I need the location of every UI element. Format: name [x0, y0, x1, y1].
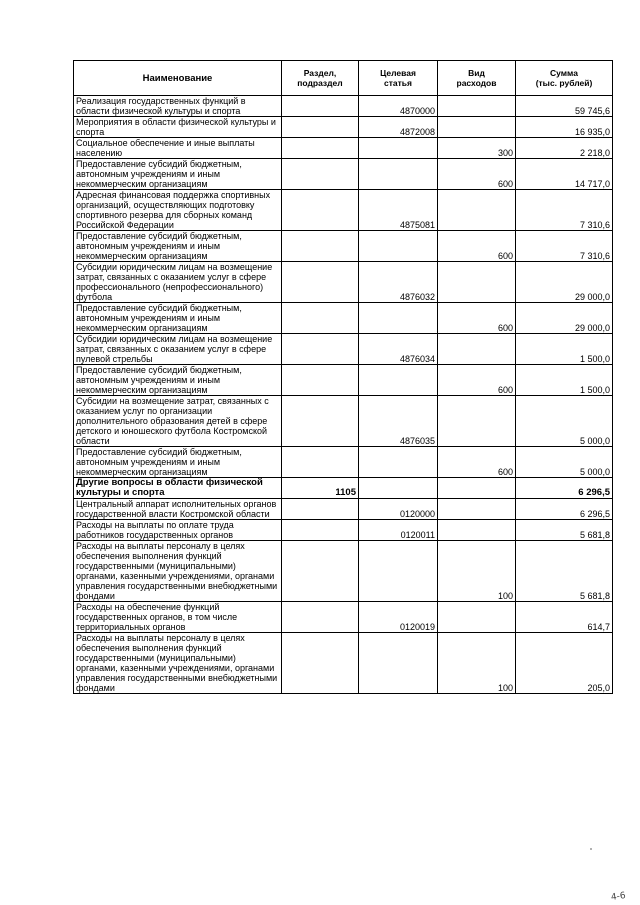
- row-name: Реализация государственных функций в области физической культуры и спорта: [74, 96, 282, 117]
- row-name: Предоставление субсидий бюджетным, автономным учреждениям и иным некоммерческим организациям: [74, 447, 282, 478]
- row-type: 100: [438, 541, 516, 602]
- row-section: [282, 633, 359, 694]
- row-type: 600: [438, 231, 516, 262]
- row-type: [438, 334, 516, 365]
- row-name: Предоставление субсидий бюджетным, автономным учреждениям и иным некоммерческим организациям: [74, 303, 282, 334]
- row-name: Мероприятия в области физической культуры и спорта: [74, 117, 282, 138]
- row-sum: 5 681,8: [516, 520, 613, 541]
- row-name: Расходы на выплаты по оплате труда работников государственных органов: [74, 520, 282, 541]
- row-section: [282, 262, 359, 303]
- table-row: [74, 334, 613, 365]
- table-row: [74, 520, 613, 541]
- row-article: [359, 231, 438, 262]
- table-row: [74, 365, 613, 396]
- row-section: [282, 541, 359, 602]
- row-sum: 7 310,6: [516, 190, 613, 231]
- row-type: [438, 117, 516, 138]
- row-article: [359, 138, 438, 159]
- header-section: Раздел, подраздел: [282, 61, 359, 96]
- row-sum: 29 000,0: [516, 262, 613, 303]
- table-row: [74, 303, 613, 334]
- row-section: [282, 334, 359, 365]
- row-article: [359, 365, 438, 396]
- row-name: Другие вопросы в области физической культуры и спорта: [74, 478, 282, 499]
- row-name: Предоставление субсидий бюджетным, автономным учреждениям и иным некоммерческим организациям: [74, 365, 282, 396]
- row-article: [359, 633, 438, 694]
- row-sum: 614,7: [516, 602, 613, 633]
- header-sum: Сумма (тыс. рублей): [516, 61, 613, 96]
- row-type: 300: [438, 138, 516, 159]
- row-sum: 1 500,0: [516, 365, 613, 396]
- row-section: [282, 520, 359, 541]
- row-section: [282, 303, 359, 334]
- row-section: [282, 499, 359, 520]
- row-type: [438, 262, 516, 303]
- row-article: [359, 159, 438, 190]
- row-name: Расходы на обеспечение функций государственных органов, в том числе территориальных органов: [74, 602, 282, 633]
- row-section: [282, 231, 359, 262]
- page-number: 4-6: [610, 891, 627, 903]
- row-type: 600: [438, 365, 516, 396]
- row-article: [359, 303, 438, 334]
- row-type: [438, 478, 516, 499]
- row-name: Предоставление субсидий бюджетным, автономным учреждениям и иным некоммерческим организациям: [74, 231, 282, 262]
- row-sum: 7 310,6: [516, 231, 613, 262]
- row-section: [282, 96, 359, 117]
- table-row: [74, 447, 613, 478]
- row-section: [282, 365, 359, 396]
- table-header-row: [74, 61, 613, 96]
- row-section: 1105: [282, 478, 359, 499]
- row-article: 0120000: [359, 499, 438, 520]
- row-sum: 29 000,0: [516, 303, 613, 334]
- row-section: [282, 602, 359, 633]
- table-row: [74, 159, 613, 190]
- table-row: [74, 396, 613, 447]
- row-sum: 6 296,5: [516, 499, 613, 520]
- row-type: [438, 396, 516, 447]
- row-sum: 205,0: [516, 633, 613, 694]
- row-name: Расходы на выплаты персоналу в целях обеспечения выполнения функций государственными (муниципальными) органами, казенными учреждениями, органами управления государственными внебюджетными фондами: [74, 541, 282, 602]
- row-name: Субсидии на возмещение затрат, связанных с оказанием услуг по организации дополнительного образования детей в сфере детского и юношеского футбола Костромской области: [74, 396, 282, 447]
- row-type: 600: [438, 303, 516, 334]
- row-article: [359, 478, 438, 499]
- row-sum: 5 000,0: [516, 396, 613, 447]
- row-article: 4876034: [359, 334, 438, 365]
- row-name: Расходы на выплаты персоналу в целях обеспечения выполнения функций государственными (муниципальными) органами, казенными учреждениями, органами управления государственными внебюджетными фондами: [74, 633, 282, 694]
- row-sum: 16 935,0: [516, 117, 613, 138]
- row-section: [282, 447, 359, 478]
- table-row: [74, 602, 613, 633]
- row-type: 100: [438, 633, 516, 694]
- row-article: 4876035: [359, 396, 438, 447]
- row-name: Социальное обеспечение и иные выплаты населению: [74, 138, 282, 159]
- row-article: [359, 447, 438, 478]
- row-article: 4875081: [359, 190, 438, 231]
- row-sum: 5 000,0: [516, 447, 613, 478]
- header-article: Целевая статья: [359, 61, 438, 96]
- row-article: 4870000: [359, 96, 438, 117]
- table-body: [74, 96, 613, 694]
- row-type: [438, 520, 516, 541]
- table-row: [74, 499, 613, 520]
- row-sum: 2 218,0: [516, 138, 613, 159]
- row-article: 0120011: [359, 520, 438, 541]
- row-sum: 1 500,0: [516, 334, 613, 365]
- table-row: [74, 633, 613, 694]
- scan-speck: [590, 848, 592, 850]
- row-name: Адресная финансовая поддержка спортивных организаций, осуществляющих подготовку спортивного резерва для сборных команд Российской Федерации: [74, 190, 282, 231]
- row-article: 4876032: [359, 262, 438, 303]
- table-row: [74, 190, 613, 231]
- row-type: [438, 96, 516, 117]
- row-article: 4872008: [359, 117, 438, 138]
- row-sum: 6 296,5: [516, 478, 613, 499]
- table-row: [74, 138, 613, 159]
- row-sum: 5 681,8: [516, 541, 613, 602]
- row-section: [282, 190, 359, 231]
- row-section: [282, 159, 359, 190]
- row-type: [438, 602, 516, 633]
- row-sum: 59 745,6: [516, 96, 613, 117]
- row-article: [359, 541, 438, 602]
- row-name: Субсидии юридическим лицам на возмещение затрат, связанных с оказанием услуг в сфере профессионального (непрофессионального) футбола: [74, 262, 282, 303]
- header-name: Наименование: [74, 61, 282, 96]
- header-type: Вид расходов: [438, 61, 516, 96]
- row-name: Субсидии юридическим лицам на возмещение затрат, связанных с оказанием услуг в сфере пулевой стрельбы: [74, 334, 282, 365]
- budget-table: [73, 60, 613, 694]
- table-row: [74, 117, 613, 138]
- row-type: 600: [438, 159, 516, 190]
- table-row: [74, 96, 613, 117]
- row-type: 600: [438, 447, 516, 478]
- row-sum: 14 717,0: [516, 159, 613, 190]
- row-article: 0120019: [359, 602, 438, 633]
- row-name: Предоставление субсидий бюджетным, автономным учреждениям и иным некоммерческим организациям: [74, 159, 282, 190]
- table-row: [74, 478, 613, 499]
- table-row: [74, 541, 613, 602]
- row-name: Центральный аппарат исполнительных органов государственной власти Костромской области: [74, 499, 282, 520]
- row-section: [282, 396, 359, 447]
- row-type: [438, 499, 516, 520]
- row-type: [438, 190, 516, 231]
- table-row: [74, 262, 613, 303]
- table-row: [74, 231, 613, 262]
- row-section: [282, 117, 359, 138]
- row-section: [282, 138, 359, 159]
